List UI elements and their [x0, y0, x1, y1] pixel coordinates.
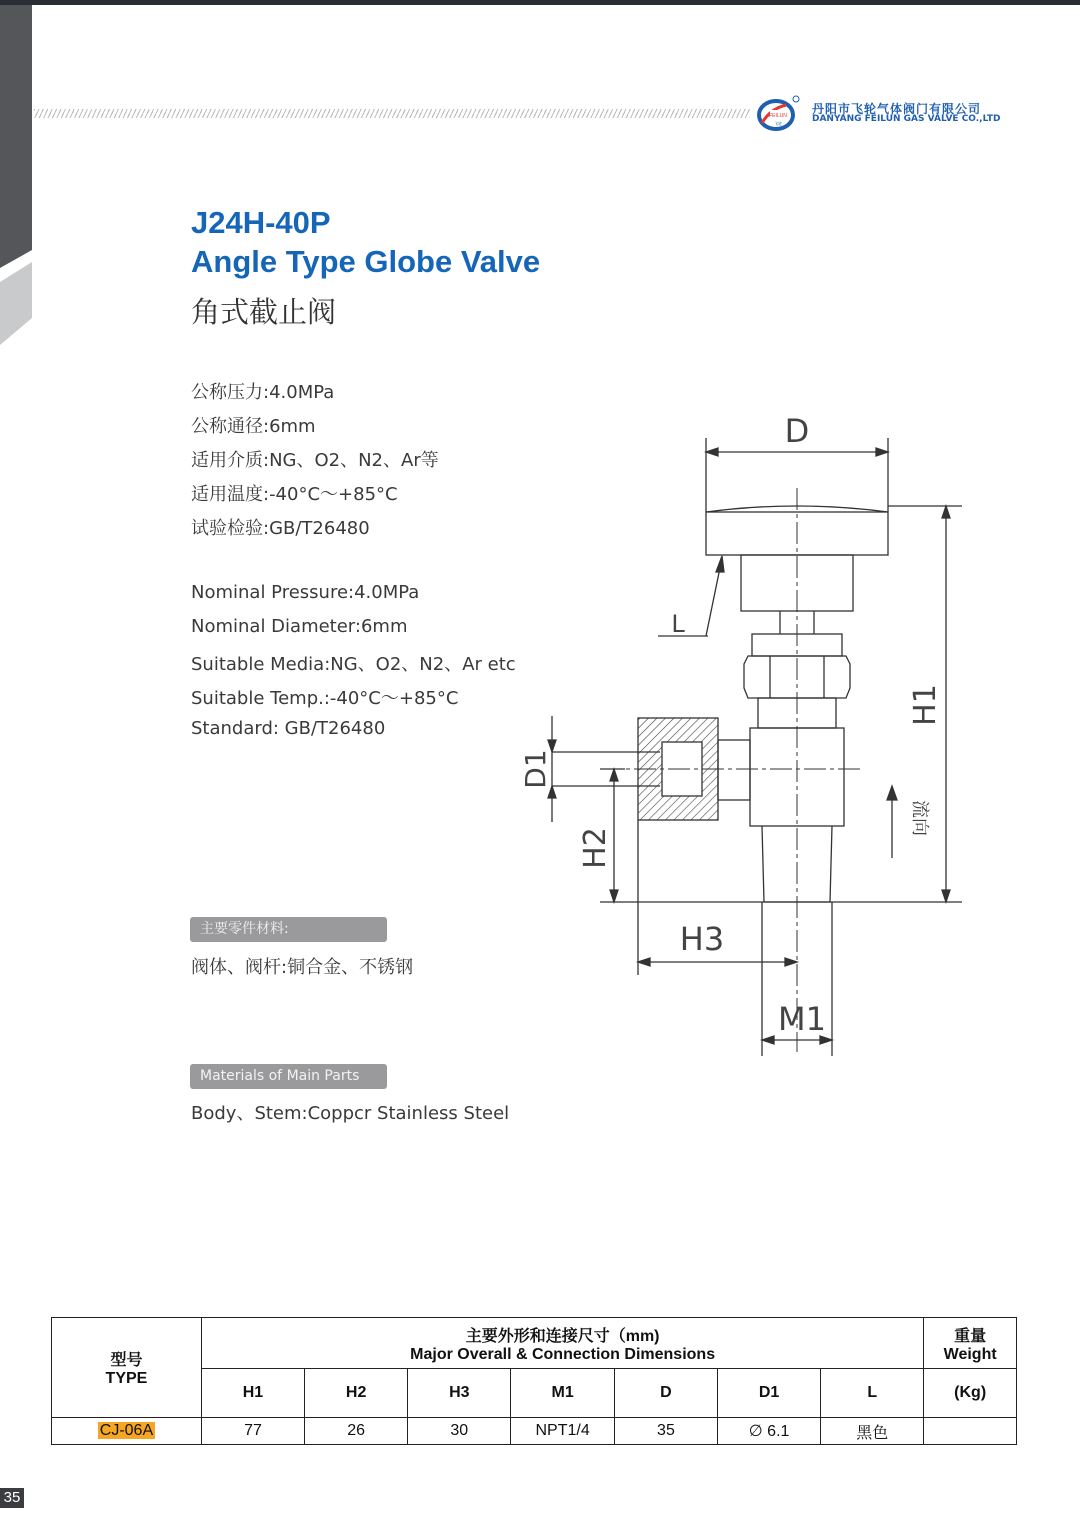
- dim-label-d: D: [784, 412, 810, 450]
- product-name-cn: 角式截止阀: [191, 295, 337, 329]
- col-header-h2: H2: [305, 1369, 408, 1418]
- cell-h2: 26: [305, 1418, 408, 1445]
- cell-h3: 30: [408, 1418, 511, 1445]
- dim-label-m1: M1: [778, 1000, 826, 1038]
- materials-label-cn: 主要零件材料:: [190, 917, 387, 942]
- cell-l: 黑色: [821, 1418, 924, 1445]
- type-header: [52, 1318, 202, 1418]
- product-code: J24H-40P: [191, 205, 331, 240]
- col-header-d1: D1: [718, 1369, 821, 1418]
- dims-header-en: Major Overall & Connection Dimensions: [410, 1345, 716, 1363]
- spec-en-pressure: Nominal Pressure:4.0MPa: [191, 582, 420, 603]
- spec-cn-pressure: 公称压力:4.0MPa: [191, 382, 335, 403]
- cell-d: 35: [614, 1418, 717, 1445]
- dim-label-l: L: [671, 610, 685, 638]
- company-logo-icon: [756, 95, 800, 133]
- company-name-en: DANYANG FEILUN GAS VALVE CO.,LTD: [812, 114, 1001, 124]
- dims-header-cn: 主要外形和连接尺寸（mm): [465, 1327, 660, 1345]
- spec-cn-temp: 适用温度:-40°C～+85°C: [191, 484, 398, 505]
- cell-d1: ∅ 6.1: [718, 1418, 821, 1445]
- spec-cn-standard: 试验检验:GB/T26480: [191, 518, 370, 539]
- cell-h1: 77: [201, 1418, 304, 1445]
- col-header-h3: H3: [408, 1369, 511, 1418]
- spec-cn-diameter: 公称通径:6mm: [191, 416, 316, 437]
- materials-label-en: Materials of Main Parts: [190, 1064, 387, 1089]
- dim-label-d1: D1: [519, 749, 552, 789]
- cell-weight: [924, 1418, 1017, 1445]
- cell-m1: NPT1/4: [511, 1418, 615, 1445]
- col-header-l: L: [821, 1369, 924, 1418]
- logo-text: FEILUN: [769, 113, 787, 119]
- dim-label-h3: H3: [679, 920, 725, 958]
- side-band-decoration: [0, 0, 32, 345]
- col-header-d: D: [614, 1369, 717, 1418]
- spec-en-diameter: Nominal Diameter:6mm: [191, 616, 408, 637]
- company-name-cn: 丹阳市飞轮气体阀门有限公司: [812, 102, 982, 116]
- dim-label-h2: H2: [578, 827, 613, 869]
- flow-direction-label: 流向: [909, 800, 930, 836]
- valve-technical-drawing: [505, 410, 975, 1070]
- logo-sub-text: 飞轮: [774, 121, 782, 126]
- col-header-m1: M1: [511, 1369, 615, 1418]
- cell-type: [52, 1418, 202, 1445]
- spec-en-standard: Standard: GB/T26480: [191, 718, 386, 739]
- dims-header: [201, 1318, 923, 1369]
- spec-cn-media: 适用介质:NG、O2、N2、Ar等: [191, 450, 439, 471]
- col-header-h1: H1: [201, 1369, 304, 1418]
- weight-header-cn: 重量: [954, 1327, 987, 1345]
- type-header-cn: 型号: [110, 1352, 143, 1369]
- page-number: 35: [0, 1488, 24, 1508]
- spec-en-temp: Suitable Temp.:-40°C～+85°C: [191, 688, 459, 709]
- top-bar: [0, 0, 1080, 5]
- product-name-en: Angle Type Globe Valve: [191, 244, 541, 279]
- col-header-weight-unit: (Kg): [924, 1369, 1017, 1418]
- spec-en-media: Suitable Media:NG、O2、N2、Ar etc: [191, 654, 516, 675]
- dim-label-h1: H1: [908, 684, 943, 726]
- materials-text-en: Body、Stem:Coppcr Stainless Steel: [191, 1103, 510, 1124]
- materials-text-cn: 阀体、阀杆:铜合金、不锈钢: [191, 957, 414, 978]
- table-row: [52, 1418, 1017, 1445]
- weight-header: [924, 1318, 1017, 1369]
- type-header-en: TYPE: [105, 1370, 148, 1387]
- dimensions-table: [51, 1317, 1017, 1445]
- header-hatch-rule: [34, 109, 750, 118]
- type-value: CJ-06A: [99, 1422, 154, 1439]
- weight-header-en: Weight: [943, 1345, 997, 1363]
